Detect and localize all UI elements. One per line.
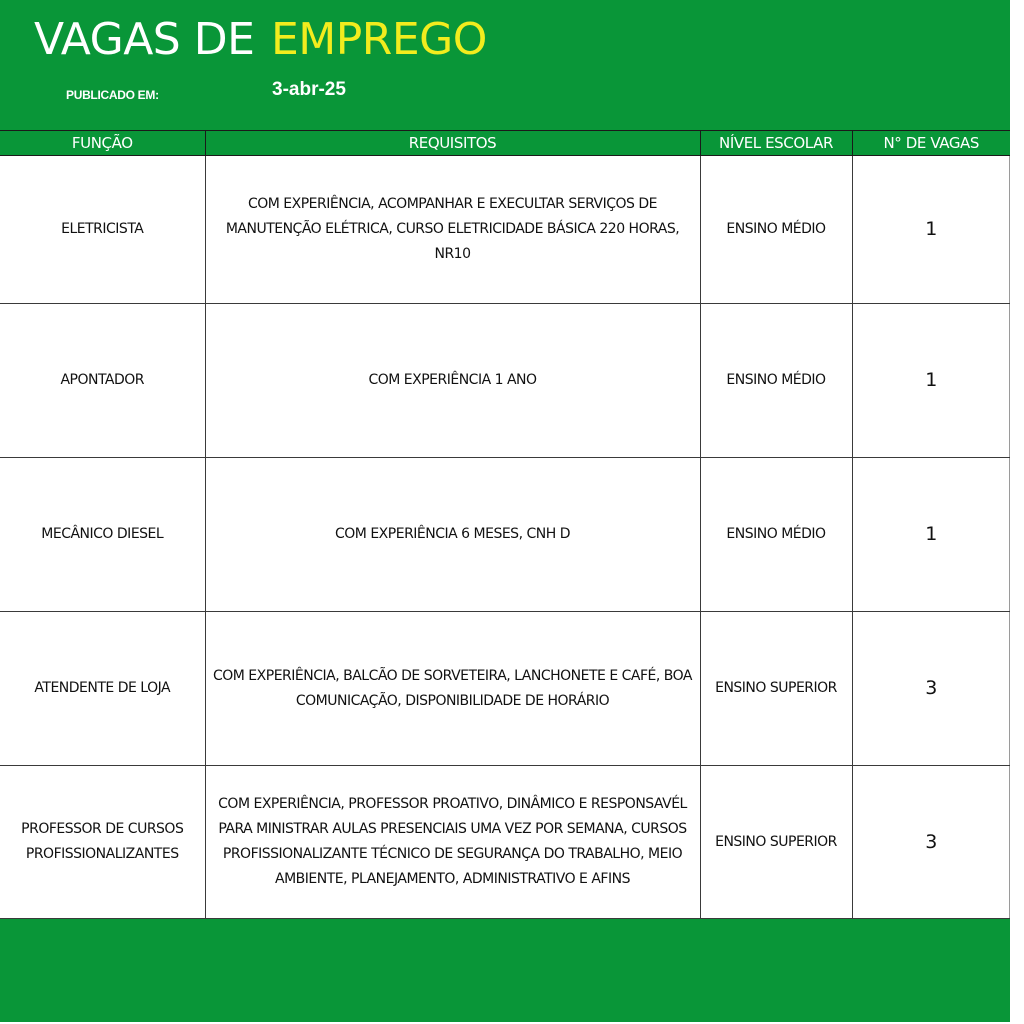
- cell-requisitos: COM EXPERIÊNCIA, PROFESSOR PROATIVO, DINÂMICO E RESPONSAVÉL PARA MINISTRAR AULAS PRESENCIAIS UMA VEZ POR SEMANA, CURSOS PROFISSIONALIZANTE TÉCNICO DE SEGURANÇA DO TRABALHO, MEIO AMBIENTE, PLANEJAMENTO, ADMINISTRATIVO E AFINS: [205, 766, 700, 919]
- cell-nivel: ENSINO SUPERIOR: [700, 766, 852, 919]
- cell-vagas: 3: [852, 766, 1010, 919]
- cell-funcao: MECÂNICO DIESEL: [0, 458, 205, 612]
- table-row: [0, 304, 1010, 458]
- header-banner: [0, 0, 1010, 131]
- table-row: [0, 612, 1010, 766]
- published-date: 3-abr-25: [272, 79, 346, 100]
- cell-funcao: PROFESSOR DE CURSOS PROFISSIONALIZANTES: [0, 766, 205, 919]
- footer-banner: [0, 919, 1010, 1022]
- cell-funcao: ELETRICISTA: [0, 156, 205, 304]
- cell-nivel: ENSINO MÉDIO: [700, 458, 852, 612]
- column-header-funcao: FUNÇÃO: [0, 131, 205, 156]
- table-row: [0, 766, 1010, 919]
- column-header-requisitos: REQUISITOS: [205, 131, 700, 156]
- cell-funcao: ATENDENTE DE LOJA: [0, 612, 205, 766]
- title-emprego: EMPREGO: [271, 14, 487, 65]
- cell-vagas: 1: [852, 458, 1010, 612]
- cell-vagas: 3: [852, 612, 1010, 766]
- column-header-vagas: N° DE VAGAS: [852, 131, 1010, 156]
- published-label: PUBLICADO EM:: [66, 88, 159, 102]
- cell-nivel: ENSINO SUPERIOR: [700, 612, 852, 766]
- cell-requisitos: COM EXPERIÊNCIA 1 ANO: [205, 304, 700, 458]
- cell-vagas: 1: [852, 156, 1010, 304]
- cell-vagas: 1: [852, 304, 1010, 458]
- cell-nivel: ENSINO MÉDIO: [700, 304, 852, 458]
- cell-requisitos: COM EXPERIÊNCIA, BALCÃO DE SORVETEIRA, LANCHONETE E CAFÉ, BOA COMUNICAÇÃO, DISPONIBILIDADE DE HORÁRIO: [205, 612, 700, 766]
- cell-nivel: ENSINO MÉDIO: [700, 156, 852, 304]
- table-header-row: [0, 131, 1010, 156]
- jobs-table: [0, 131, 1010, 919]
- title-vagas-de: VAGAS DE: [34, 14, 255, 65]
- cell-funcao: APONTADOR: [0, 304, 205, 458]
- column-header-nivel-escolar: NÍVEL ESCOLAR: [700, 131, 852, 156]
- cell-requisitos: COM EXPERIÊNCIA 6 MESES, CNH D: [205, 458, 700, 612]
- table-row: [0, 458, 1010, 612]
- cell-requisitos: COM EXPERIÊNCIA, ACOMPANHAR E EXECULTAR SERVIÇOS DE MANUTENÇÃO ELÉTRICA, CURSO ELETRICIDADE BÁSICA 220 HORAS, NR10: [205, 156, 700, 304]
- table-row: [0, 156, 1010, 304]
